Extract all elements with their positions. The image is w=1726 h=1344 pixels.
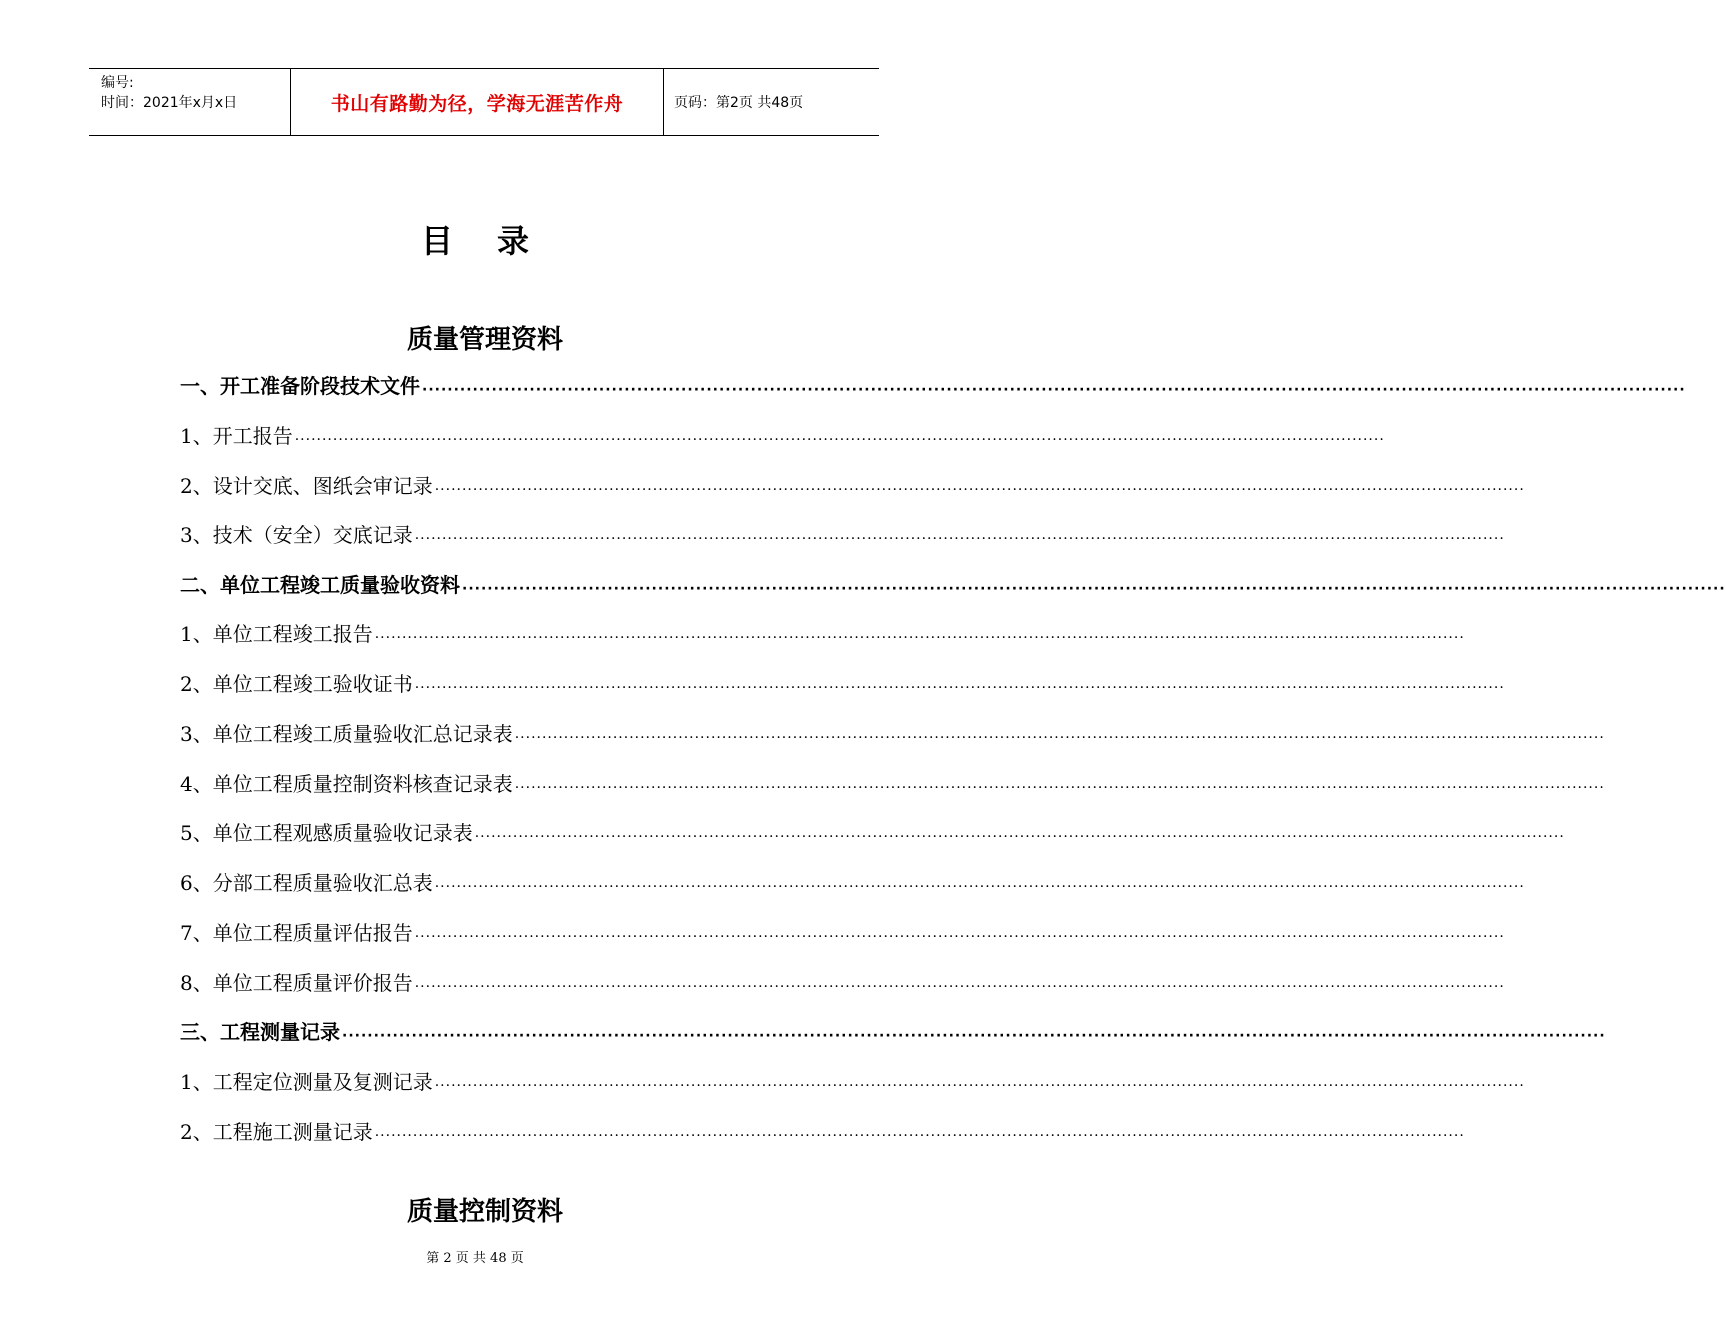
toc-item-label: 三、工程测量记录 [180,1020,340,1044]
toc-item[interactable] [180,669,1505,699]
toc-leader-dots: ········································································································································································································ [342,1028,1606,1044]
toc-item[interactable] [180,868,1525,898]
toc-leader-dots: ········································································································································································································ [434,879,1525,895]
page-header [89,68,879,136]
time-label: 时间：2021年x月x日 [101,95,238,111]
number-label: 编号: [101,75,134,91]
toc-item-label: 2、单位工程竣工验收证书 [180,672,413,696]
toc-leader-dots: ········································································································································································································ [434,1078,1525,1094]
toc-item-label: 5、单位工程观感质量验收记录表 [180,821,473,845]
toc-leader-dots: ········································································································································································································ [434,482,1525,498]
section-title-quality-management: 质量管理资料 [406,325,563,355]
toc-item-label: 1、开工报告 [180,424,293,448]
toc-item-label: 3、技术（安全）交底记录 [180,523,413,547]
toc-item[interactable] [180,818,1565,848]
toc-item[interactable] [180,421,1385,451]
toc-item-label: 一、开工准备阶段技术文件 [180,374,420,398]
toc-leader-dots: ········································································································································································································ [514,730,1605,746]
toc-leader-dots: ········································································································································································································ [462,581,1726,597]
section-title-quality-control: 质量控制资料 [406,1197,563,1227]
toc-item-label: 8、单位工程质量评价报告 [180,971,413,995]
toc-item-label: 4、单位工程质量控制资料核查记录表 [180,772,513,796]
toc-leader-dots: ········································································································································································································ [294,432,1385,448]
toc-item-label: 2、工程施工测量记录 [180,1120,373,1144]
page-title [0,216,950,262]
toc-heading[interactable] [180,371,1686,401]
toc-leader-dots: ········································································································································································································ [374,1128,1465,1144]
header-page-info: 页码：第2页 共48页 [674,95,804,111]
toc-leader-dots: ········································································································································································································ [474,829,1565,845]
toc-item-label: 1、工程定位测量及复测记录 [180,1070,433,1094]
toc-leader-dots: ········································································································································································································ [514,780,1605,796]
toc-item-label: 1、单位工程竣工报告 [180,622,373,646]
page-footer: 第 2 页 共 48 页 [426,1251,524,1266]
toc-heading[interactable] [180,1017,1606,1047]
toc-leader-dots: ········································································································································································································ [422,382,1686,398]
toc-leader-dots: ········································································································································································································ [414,979,1505,995]
toc-item-label: 3、单位工程竣工质量验收汇总记录表 [180,722,513,746]
header-motto: 书山有路勤为径，学海无涯苦作舟 [291,69,664,135]
toc-item[interactable] [180,520,1505,550]
toc-item[interactable] [180,918,1505,948]
toc-item[interactable] [180,471,1525,501]
toc-item-label: 2、设计交底、图纸会审记录 [180,474,433,498]
title-char-1: 目 [420,222,453,260]
toc-item[interactable] [180,1117,1465,1147]
toc-item[interactable] [180,968,1505,998]
header-left-cell [89,69,291,135]
toc-item-label: 二、单位工程竣工质量验收资料 [180,573,460,597]
toc-leader-dots: ········································································································································································································ [374,630,1465,646]
toc-item[interactable] [180,1067,1525,1097]
toc-leader-dots: ········································································································································································································ [414,680,1505,696]
title-char-2: 录 [497,222,530,260]
toc-item-label: 6、分部工程质量验收汇总表 [180,871,433,895]
toc-item[interactable] [180,619,1465,649]
toc-item-label: 7、单位工程质量评估报告 [180,921,413,945]
toc-item[interactable] [180,719,1605,749]
toc-item[interactable] [180,769,1605,799]
toc-leader-dots: ········································································································································································································ [414,531,1505,547]
toc-heading[interactable] [180,570,1726,600]
toc-leader-dots: ········································································································································································································ [414,929,1505,945]
